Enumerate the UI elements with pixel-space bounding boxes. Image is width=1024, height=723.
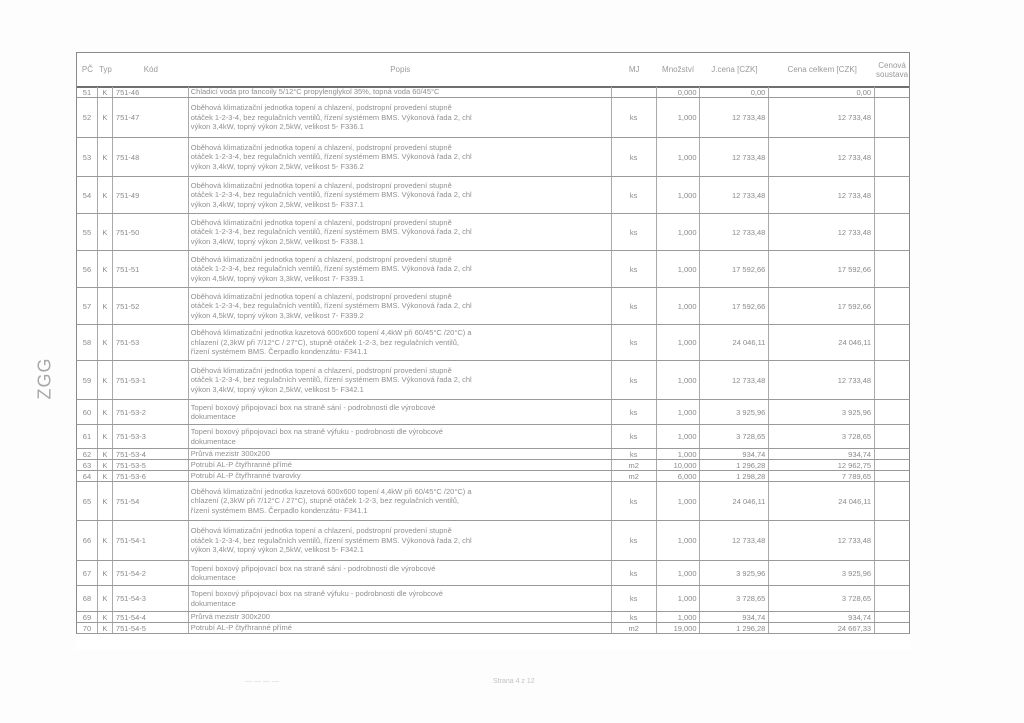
header-popis: Popis <box>390 65 411 74</box>
cell-typ: K <box>98 623 113 633</box>
cell-popis: Oběhová klimatizační jednotka kazetová 600x600 topení 4,4kW při 60/45°C /20°C) a chlazení (2,3kW při 7/12°C / 27°C), stupně otáček 1-2-3, bez regulačních ventilů, řízení systémem BMS. Čerpadlo kondenzátu- F341.1 <box>189 325 612 360</box>
cell-kod: 751-54-3 <box>113 586 189 611</box>
cell-mj: ks <box>612 361 657 399</box>
cell-popis: Topení boxový připojovací box na straně sání - podrobnosti dle výrobcové dokumentace <box>189 400 612 424</box>
cell-pc: 64 <box>77 471 98 481</box>
cell-mnozstvi: 1,000 <box>657 612 700 622</box>
cell-kod: 751-54-4 <box>113 612 189 622</box>
cell-mj: ks <box>612 138 657 176</box>
cell-popis: Chladicí voda pro fancoily 5/12°C propylenglykol 35%, topná voda 60/45°C <box>189 87 612 97</box>
cell-mj: ks <box>612 449 657 459</box>
cell-mj: ks <box>612 288 657 324</box>
header-celkem: Cena celkem [CZK] <box>787 65 857 74</box>
cell-cenova-soustava <box>875 460 909 470</box>
cell-typ: K <box>98 400 113 424</box>
cell-pc: 59 <box>77 361 98 399</box>
cell-typ: K <box>98 561 113 585</box>
cell-mj: ks <box>612 251 657 287</box>
cell-pc: 58 <box>77 325 98 360</box>
cell-mnozstvi: 1,000 <box>657 177 700 213</box>
cell-kod: 751-53-5 <box>113 460 189 470</box>
cell-celkem: 12 962,75 <box>769 460 875 470</box>
cell-kod: 751-52 <box>113 288 189 324</box>
cell-jcena: 934,74 <box>700 612 770 622</box>
cell-cenova-soustava <box>875 400 909 424</box>
cell-jcena: 12 733,48 <box>700 521 770 560</box>
cell-typ: K <box>98 214 113 250</box>
cell-jcena: 934,74 <box>700 449 770 459</box>
cell-jcena: 1 296,28 <box>700 623 770 633</box>
cell-pc: 66 <box>77 521 98 560</box>
cell-jcena: 17 592,66 <box>700 288 770 324</box>
table-row <box>76 87 910 98</box>
cell-mnozstvi: 1,000 <box>657 449 700 459</box>
table-row <box>76 251 910 288</box>
cell-celkem: 934,74 <box>769 449 875 459</box>
cell-cenova-soustava <box>875 214 909 250</box>
cell-kod: 751-50 <box>113 214 189 250</box>
cell-mnozstvi: 1,000 <box>657 521 700 560</box>
cell-mnozstvi: 1,000 <box>657 361 700 399</box>
cell-mnozstvi: 1,000 <box>657 288 700 324</box>
cell-mnozstvi: 1,000 <box>657 586 700 611</box>
cell-cenova-soustava <box>875 521 909 560</box>
cell-popis: Topení boxový připojovací box na straně sání - podrobnosti dle výrobcové dokumentace <box>189 561 612 585</box>
cell-cenova-soustava <box>875 325 909 360</box>
cell-mnozstvi: 1,000 <box>657 425 700 448</box>
cell-kod: 751-46 <box>113 87 189 97</box>
cell-mnozstvi: 1,000 <box>657 482 700 520</box>
cell-kod: 751-51 <box>113 251 189 287</box>
cell-celkem: 3 925,96 <box>769 561 875 585</box>
cell-cenova-soustava <box>875 138 909 176</box>
cell-celkem: 934,74 <box>769 612 875 622</box>
cell-typ: K <box>98 586 113 611</box>
cell-cenova-soustava <box>875 482 909 520</box>
cell-popis: Oběhová klimatizační jednotka topení a chlazení, podstropní provedení stupně otáček 1-2-3-4, bez regulačních ventilů, řízení systémem BMS. Výkonová řada 2, chl výkon 3,4kW, topný výkon 2,5kW, velikost 5- F336.2 <box>189 138 612 176</box>
cell-typ: K <box>98 87 113 97</box>
cell-cenova-soustava <box>875 98 909 137</box>
table-row <box>76 623 910 634</box>
cell-celkem: 24 046,11 <box>769 325 875 360</box>
table-row <box>76 561 910 586</box>
cell-jcena: 3 728,65 <box>700 586 770 611</box>
cell-pc: 68 <box>77 586 98 611</box>
cell-cenova-soustava <box>875 623 909 633</box>
cell-cenova-soustava <box>875 612 909 622</box>
table-row <box>76 214 910 251</box>
cell-mj: ks <box>612 521 657 560</box>
cell-mnozstvi: 1,000 <box>657 400 700 424</box>
header-pc: PČ <box>81 65 94 74</box>
cell-mj: m2 <box>612 623 657 633</box>
cell-popis: Topení boxový připojovací box na straně výfuku - podrobnosti dle výrobcové dokumentace <box>189 425 612 448</box>
cell-mnozstvi: 1,000 <box>657 98 700 137</box>
cell-typ: K <box>98 460 113 470</box>
cell-mnozstvi: 10,000 <box>657 460 700 470</box>
table-row <box>76 521 910 561</box>
table-row <box>76 98 910 138</box>
cell-mj: ks <box>612 425 657 448</box>
cell-celkem: 17 592,66 <box>769 288 875 324</box>
cell-kod: 751-53-4 <box>113 449 189 459</box>
table-body <box>76 87 910 634</box>
cell-kod: 751-54-2 <box>113 561 189 585</box>
cell-pc: 67 <box>77 561 98 585</box>
cell-typ: K <box>98 449 113 459</box>
cell-popis: Topení boxový připojovací box na straně výfuku - podrobnosti dle výrobcové dokumentace <box>189 586 612 611</box>
cell-cenova-soustava <box>875 177 909 213</box>
cell-cenova-soustava <box>875 251 909 287</box>
header-cenova-soustava: Cenová soustava <box>876 60 909 79</box>
cell-pc: 63 <box>77 460 98 470</box>
table-row <box>76 612 910 623</box>
cell-celkem: 3 728,65 <box>769 425 875 448</box>
cell-jcena: 12 733,48 <box>700 138 770 176</box>
cell-typ: K <box>98 425 113 448</box>
footer-left-text: — — — — <box>245 678 279 685</box>
document-sheet <box>76 52 910 650</box>
cell-popis: Oběhová klimatizační jednotka topení a chlazení, podstropní provedení stupně otáček 1-2-3-4, bez regulačních ventilů, řízení systémem BMS. Výkonová řada 2, chl výkon 3,4kW, topný výkon 2,5kW, velikost 5- F338.1 <box>189 214 612 250</box>
table-header <box>76 52 910 88</box>
cell-celkem: 12 733,48 <box>769 521 875 560</box>
header-mnozstvi: Množství <box>662 65 695 74</box>
cell-mj: m2 <box>612 460 657 470</box>
cell-typ: K <box>98 177 113 213</box>
cell-mj: m2 <box>612 471 657 481</box>
cell-cenova-soustava <box>875 425 909 448</box>
cell-jcena: 12 733,48 <box>700 214 770 250</box>
cell-celkem: 12 733,48 <box>769 361 875 399</box>
cell-pc: 53 <box>77 138 98 176</box>
table-row <box>76 460 910 471</box>
cell-kod: 751-53-1 <box>113 361 189 399</box>
cell-popis: Oběhová klimatizační jednotka topení a chlazení, podstropní provedení stupně otáček 1-2-3-4, bez regulačních ventilů, řízení systémem BMS. Výkonová řada 2, chl výkon 3,4kW, topný výkon 2,5kW, velikost 5- F336.1 <box>189 98 612 137</box>
cell-pc: 55 <box>77 214 98 250</box>
cell-popis: Oběhová klimatizační jednotka topení a chlazení, podstropní provedení stupně otáček 1-2-3-4, bez regulačních ventilů, řízení systémem BMS. Výkonová řada 2, chl výkon 3,4kW, topný výkon 2,5kW, velikost 5- F337.1 <box>189 177 612 213</box>
cell-popis: Oběhová klimatizační jednotka topení a chlazení, podstropní provedení stupně otáček 1-2-3-4, bez regulačních ventilů, řízení systémem BMS. Výkonová řada 2, chl výkon 4,5kW, topný výkon 3,3kW, velikost 7- F339.2 <box>189 288 612 324</box>
cell-mj: ks <box>612 561 657 585</box>
cell-kod: 751-54-5 <box>113 623 189 633</box>
table-row <box>76 586 910 612</box>
cell-popis: Potrubí AL-P čtyřhranné přímé <box>189 460 612 470</box>
table-row <box>76 471 910 482</box>
cell-popis: Potrubí AL-P čtyřhranné přímé <box>189 623 612 633</box>
header-kod: Kód <box>143 65 158 74</box>
cell-cenova-soustava <box>875 471 909 481</box>
table-row <box>76 425 910 449</box>
cell-mnozstvi: 1,000 <box>657 325 700 360</box>
cell-jcena: 12 733,48 <box>700 177 770 213</box>
cell-pc: 56 <box>77 251 98 287</box>
cell-kod: 751-54-1 <box>113 521 189 560</box>
cell-jcena: 17 592,66 <box>700 251 770 287</box>
table-row <box>76 449 910 460</box>
cell-jcena: 12 733,48 <box>700 98 770 137</box>
cell-kod: 751-53-2 <box>113 400 189 424</box>
cell-kod: 751-53-6 <box>113 471 189 481</box>
cell-typ: K <box>98 361 113 399</box>
cell-popis: Oběhová klimatizační jednotka topení a chlazení, podstropní provedení stupně otáček 1-2-3-4, bez regulačních ventilů, řízení systémem BMS. Výkonová řada 2, chl výkon 4,5kW, topný výkon 3,3kW, velikost 7- F339.1 <box>189 251 612 287</box>
table-row <box>76 325 910 361</box>
cell-mj: ks <box>612 482 657 520</box>
cell-jcena: 0,00 <box>700 87 770 97</box>
cell-jcena: 3 925,96 <box>700 400 770 424</box>
cell-popis: Oběhová klimatizační jednotka topení a chlazení, podstropní provedení stupně otáček 1-2-3-4, bez regulačních ventilů, řízení systémem BMS. Výkonová řada 2, chl výkon 3,4kW, topný výkon 2,5kW, velikost 5- F342.1 <box>189 361 612 399</box>
cell-celkem: 17 592,66 <box>769 251 875 287</box>
cell-mnozstvi: 1,000 <box>657 138 700 176</box>
cell-mj: ks <box>612 177 657 213</box>
cell-kod: 751-48 <box>113 138 189 176</box>
cell-mnozstvi: 1,000 <box>657 251 700 287</box>
cell-cenova-soustava <box>875 561 909 585</box>
cell-jcena: 24 046,11 <box>700 482 770 520</box>
header-jcena: J.cena [CZK] <box>711 65 758 74</box>
cell-kod: 751-47 <box>113 98 189 137</box>
cell-celkem: 12 733,48 <box>769 214 875 250</box>
table-row <box>76 400 910 425</box>
cell-celkem: 7 789,65 <box>769 471 875 481</box>
cell-celkem: 12 733,48 <box>769 138 875 176</box>
cell-typ: K <box>98 325 113 360</box>
cell-cenova-soustava <box>875 586 909 611</box>
table-row <box>76 482 910 521</box>
cell-typ: K <box>98 288 113 324</box>
cell-pc: 57 <box>77 288 98 324</box>
cell-typ: K <box>98 482 113 520</box>
cell-mnozstvi: 1,000 <box>657 561 700 585</box>
cell-mj: ks <box>612 98 657 137</box>
table-row <box>76 138 910 177</box>
cell-mj: ks <box>612 325 657 360</box>
cell-kod: 751-54 <box>113 482 189 520</box>
table-row <box>76 361 910 400</box>
cell-popis: Průrvá mezistr 300x200 <box>189 612 612 622</box>
page-number: Strana 4 z 12 <box>493 678 535 685</box>
cell-pc: 61 <box>77 425 98 448</box>
cell-kod: 751-53 <box>113 325 189 360</box>
cell-kod: 751-49 <box>113 177 189 213</box>
cell-celkem: 12 733,48 <box>769 98 875 137</box>
cell-pc: 52 <box>77 98 98 137</box>
cell-celkem: 0,00 <box>769 87 875 97</box>
cell-jcena: 3 925,96 <box>700 561 770 585</box>
cell-cenova-soustava <box>875 288 909 324</box>
cell-cenova-soustava <box>875 361 909 399</box>
cell-popis: Oběhová klimatizační jednotka topení a chlazení, podstropní provedení stupně otáček 1-2-3-4, bez regulačních ventilů, řízení systémem BMS. Výkonová řada 2, chl výkon 3,4kW, topný výkon 2,5kW, velikost 5- F342.1 <box>189 521 612 560</box>
header-mj: MJ <box>628 65 640 74</box>
cell-jcena: 1 296,28 <box>700 460 770 470</box>
cell-typ: K <box>98 138 113 176</box>
cell-mnozstvi: 0,000 <box>657 87 700 97</box>
cell-mnozstvi: 1,000 <box>657 214 700 250</box>
cell-kod: 751-53-3 <box>113 425 189 448</box>
cell-pc: 51 <box>77 87 98 97</box>
cell-cenova-soustava <box>875 449 909 459</box>
cell-typ: K <box>98 471 113 481</box>
margin-handwritten-note: ZGG <box>34 357 55 400</box>
cell-celkem: 3 728,65 <box>769 586 875 611</box>
cell-popis: Oběhová klimatizační jednotka kazetová 600x600 topení 4,4kW při 60/45°C /20°C) a chlazení (2,3kW při 7/12°C / 27°C), stupně otáček 1-2-3, bez regulačních ventilů, řízení systémem BMS. Čerpadlo kondenzátu- F341.1 <box>189 482 612 520</box>
cell-celkem: 24 046,11 <box>769 482 875 520</box>
cell-mj: ks <box>612 612 657 622</box>
cell-mnozstvi: 6,000 <box>657 471 700 481</box>
cell-pc: 69 <box>77 612 98 622</box>
cell-typ: K <box>98 98 113 137</box>
cell-jcena: 12 733,48 <box>700 361 770 399</box>
cell-pc: 60 <box>77 400 98 424</box>
cell-popis: Potrubí AL-P čtyřhranné tvarovky <box>189 471 612 481</box>
cell-mj <box>612 87 657 97</box>
cell-celkem: 12 733,48 <box>769 177 875 213</box>
cell-jcena: 3 728,65 <box>700 425 770 448</box>
cell-pc: 54 <box>77 177 98 213</box>
table-row <box>76 288 910 325</box>
cell-typ: K <box>98 612 113 622</box>
cell-pc: 70 <box>77 623 98 633</box>
cell-mnozstvi: 19,000 <box>657 623 700 633</box>
table-row <box>76 177 910 214</box>
cell-celkem: 24 667,33 <box>769 623 875 633</box>
cell-typ: K <box>98 521 113 560</box>
cell-typ: K <box>98 251 113 287</box>
cell-pc: 65 <box>77 482 98 520</box>
cell-jcena: 24 046,11 <box>700 325 770 360</box>
header-typ: Typ <box>98 65 112 74</box>
cell-celkem: 3 925,96 <box>769 400 875 424</box>
cell-cenova-soustava <box>875 87 909 97</box>
cell-mj: ks <box>612 586 657 611</box>
cell-pc: 62 <box>77 449 98 459</box>
cell-popis: Průrvá mezistr 300x200 <box>189 449 612 459</box>
cell-mj: ks <box>612 400 657 424</box>
cell-mj: ks <box>612 214 657 250</box>
cell-jcena: 1 298,28 <box>700 471 770 481</box>
